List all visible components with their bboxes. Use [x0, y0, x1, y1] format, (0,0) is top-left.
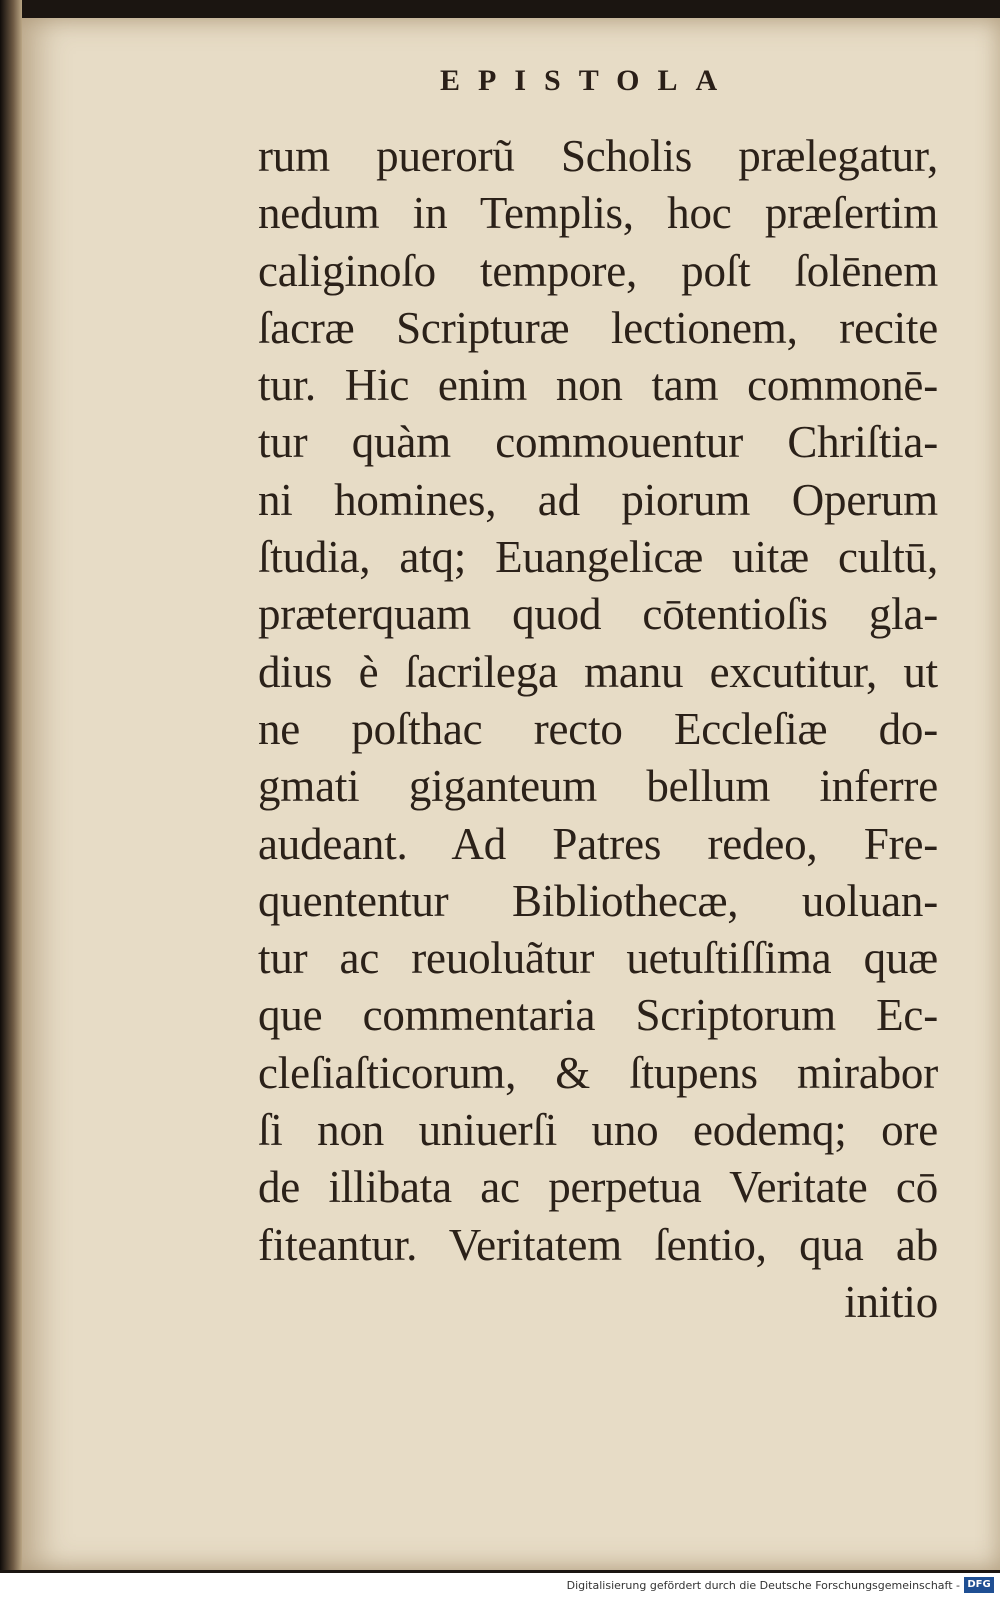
text-line: præterquam quod cōtentioſis gla-: [258, 589, 938, 640]
dfg-logo-icon: DFG: [964, 1577, 994, 1593]
running-head: EPISTOLA: [440, 64, 736, 97]
text-line: nedum in Templis, hoc præſertim: [258, 188, 938, 239]
text-line: ne poſthac recto Eccleſiæ do-: [258, 703, 938, 754]
text-line: tur ac reuoluãtur uetuſtiſſima quæ: [258, 933, 938, 984]
text-line: tur quàm commouentur Chriſtia-: [258, 417, 938, 468]
digitization-credit: Digitalisierung gefördert durch die Deutsche Forschungsgemeinschaft -: [566, 1579, 960, 1592]
text-line: ni homines, ad piorum Operum: [258, 474, 938, 525]
text-line: rum puerorũ Scholis prælegatur,: [258, 131, 938, 181]
text-line: audeant. Ad Patres redeo, Fre-: [258, 818, 938, 869]
text-line: caliginoſo tempore, poſt ſolēnem: [258, 245, 938, 296]
text-line: tur. Hic enim non tam commonē-: [258, 360, 938, 411]
text-line: cleſiaſticorum, & ſtupens mirabor: [258, 1047, 938, 1098]
text-line: quententur Bibliothecæ, uoluan-: [258, 875, 938, 926]
text-line: de illibata ac perpetua Veritate cō: [258, 1162, 938, 1213]
text-line: gmati giganteum bellum inferre: [258, 761, 938, 812]
text-line: ſacræ Scripturæ lectionem, recite: [258, 302, 938, 353]
text-line: dius è ſacrilega manu excutitur, ut: [258, 646, 938, 697]
page-gutter-edge: [0, 0, 22, 1570]
text-line: ſtudia, atq; Euangelicæ uitæ cultū,: [258, 532, 938, 583]
text-line: ſi non uniuerſi uno eodemq; ore: [258, 1105, 938, 1156]
catchword: initio: [844, 1276, 938, 1327]
text-line: que commentaria Scriptorum Ec-: [258, 990, 938, 1041]
text-line: fiteantur. Veritatem ſentio, qua ab: [258, 1219, 938, 1270]
text-block: [258, 128, 938, 1331]
